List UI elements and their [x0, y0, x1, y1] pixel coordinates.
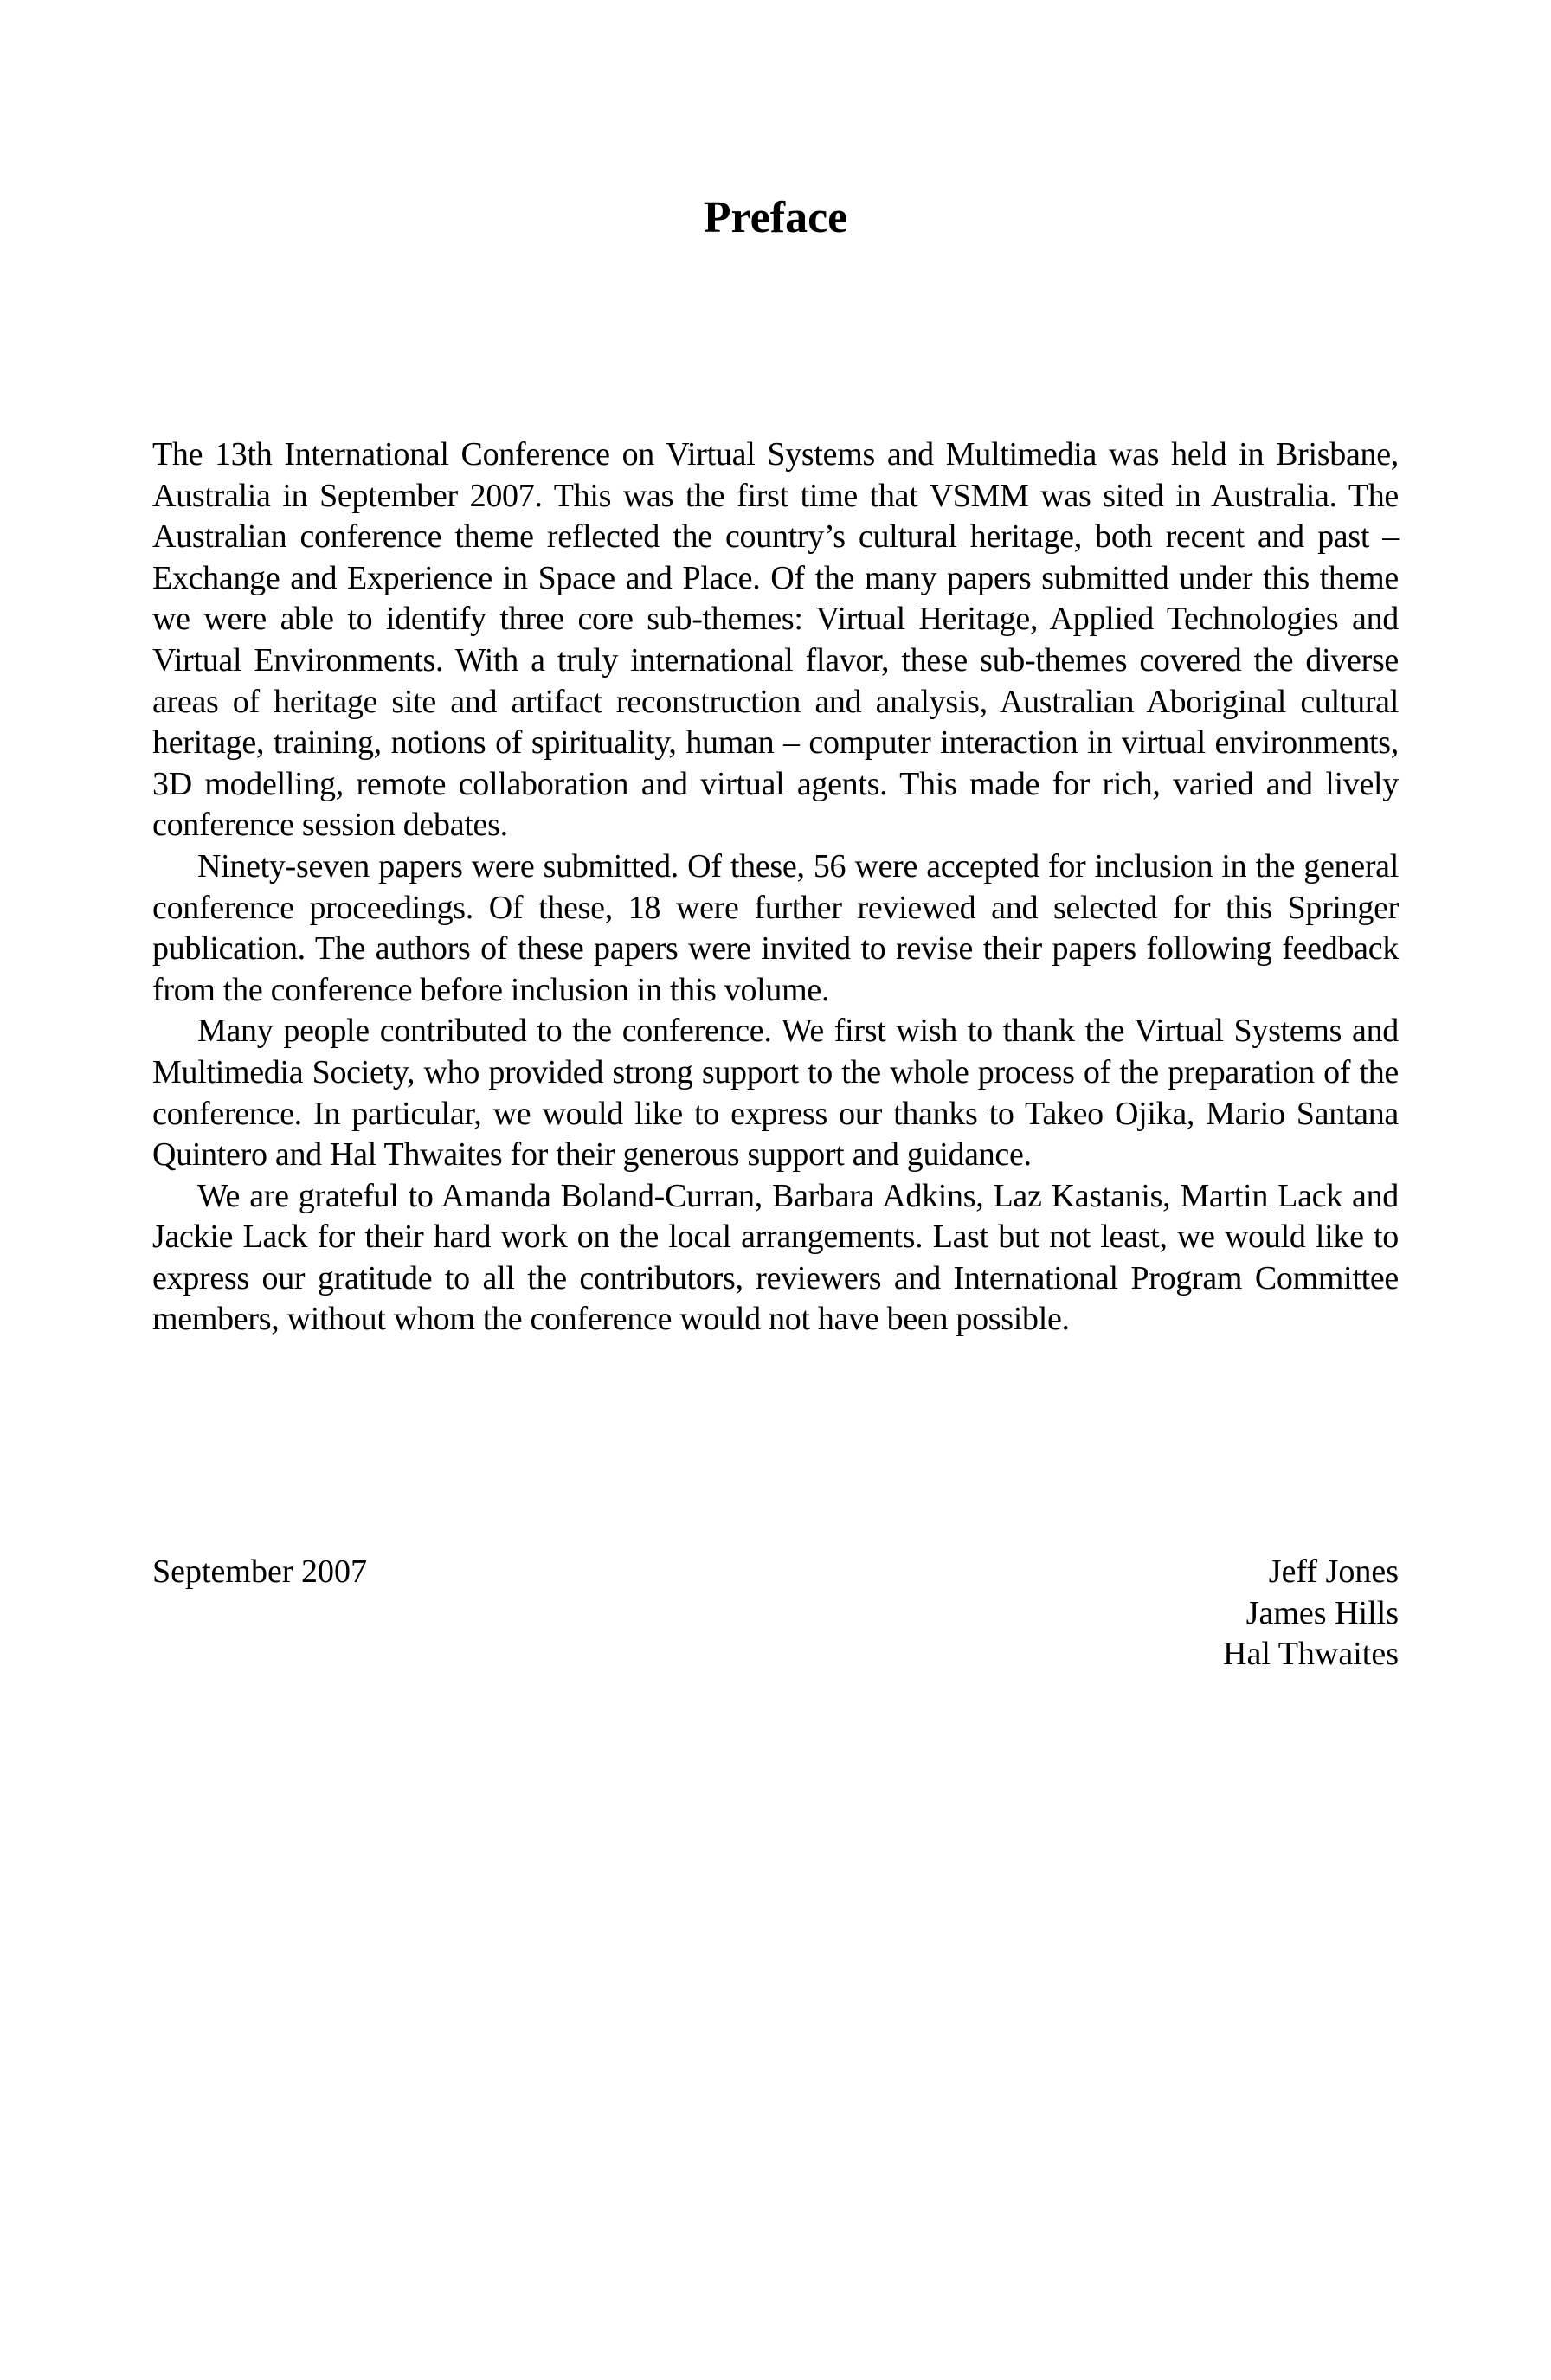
- preface-body: [152, 434, 1399, 1341]
- page-title: Preface: [703, 193, 848, 242]
- paragraph-intro: The 13th International Conference on Virtual Systems and Multimedia was held in Brisbane, Australia in September 2007. This was the first time that VSMM was sited in Australia. The Australian conference theme reflected the country’s cultural heritage, both recent and past – Exchange and Experience in Space and Place. Of the many papers submitted under this theme we were able to identify three core sub-themes: Virtual Heritage, Applied Technologies and Virtual Environments. With a truly international flavor, these sub-themes covered the diverse areas of heritage site and artifact reconstruction and analysis, Australian Aboriginal cultural heritage, training, notions of spirituality, human – computer interaction in virtual environments, 3D modelling, remote collaboration and virtual agents. This made for rich, varied and lively conference session debates.: [152, 436, 1399, 844]
- paragraph-gratitude: We are grateful to Amanda Boland-Curran, Barbara Adkins, Laz Kastanis, Martin Lack and Jackie Lack for their hard work on the local arrangements. Last but not least, we would like to express our gratitude to all the contributors, reviewers and International Program Committee members, without whom the conference would not have been possible.: [152, 1177, 1399, 1338]
- author-name: Jeff Jones: [1268, 1553, 1399, 1590]
- signature-date: September 2007: [152, 1553, 368, 1590]
- paragraph-submissions: Ninety-seven papers were submitted. Of these, 56 were accepted for inclusion in the general conference proceedings. Of these, 18 were further reviewed and selected for this Springer publication. The authors of these papers were invited to revise their papers following feedback from the conference before inclusion in this volume.: [152, 847, 1399, 1008]
- author-name: James Hills: [1245, 1594, 1399, 1631]
- paragraph-acknowledgements: Many people contributed to the conference. We first wish to thank the Virtual Systems and Multimedia Society, who provided strong support to the whole process of the preparation of the conference. In particular, we would like to express our thanks to Takeo Ojika, Mario Santana Quintero and Hal Thwaites for their generous support and guidance.: [152, 1013, 1399, 1174]
- author-name: Hal Thwaites: [1223, 1636, 1399, 1673]
- author-list: [1223, 1552, 1399, 1676]
